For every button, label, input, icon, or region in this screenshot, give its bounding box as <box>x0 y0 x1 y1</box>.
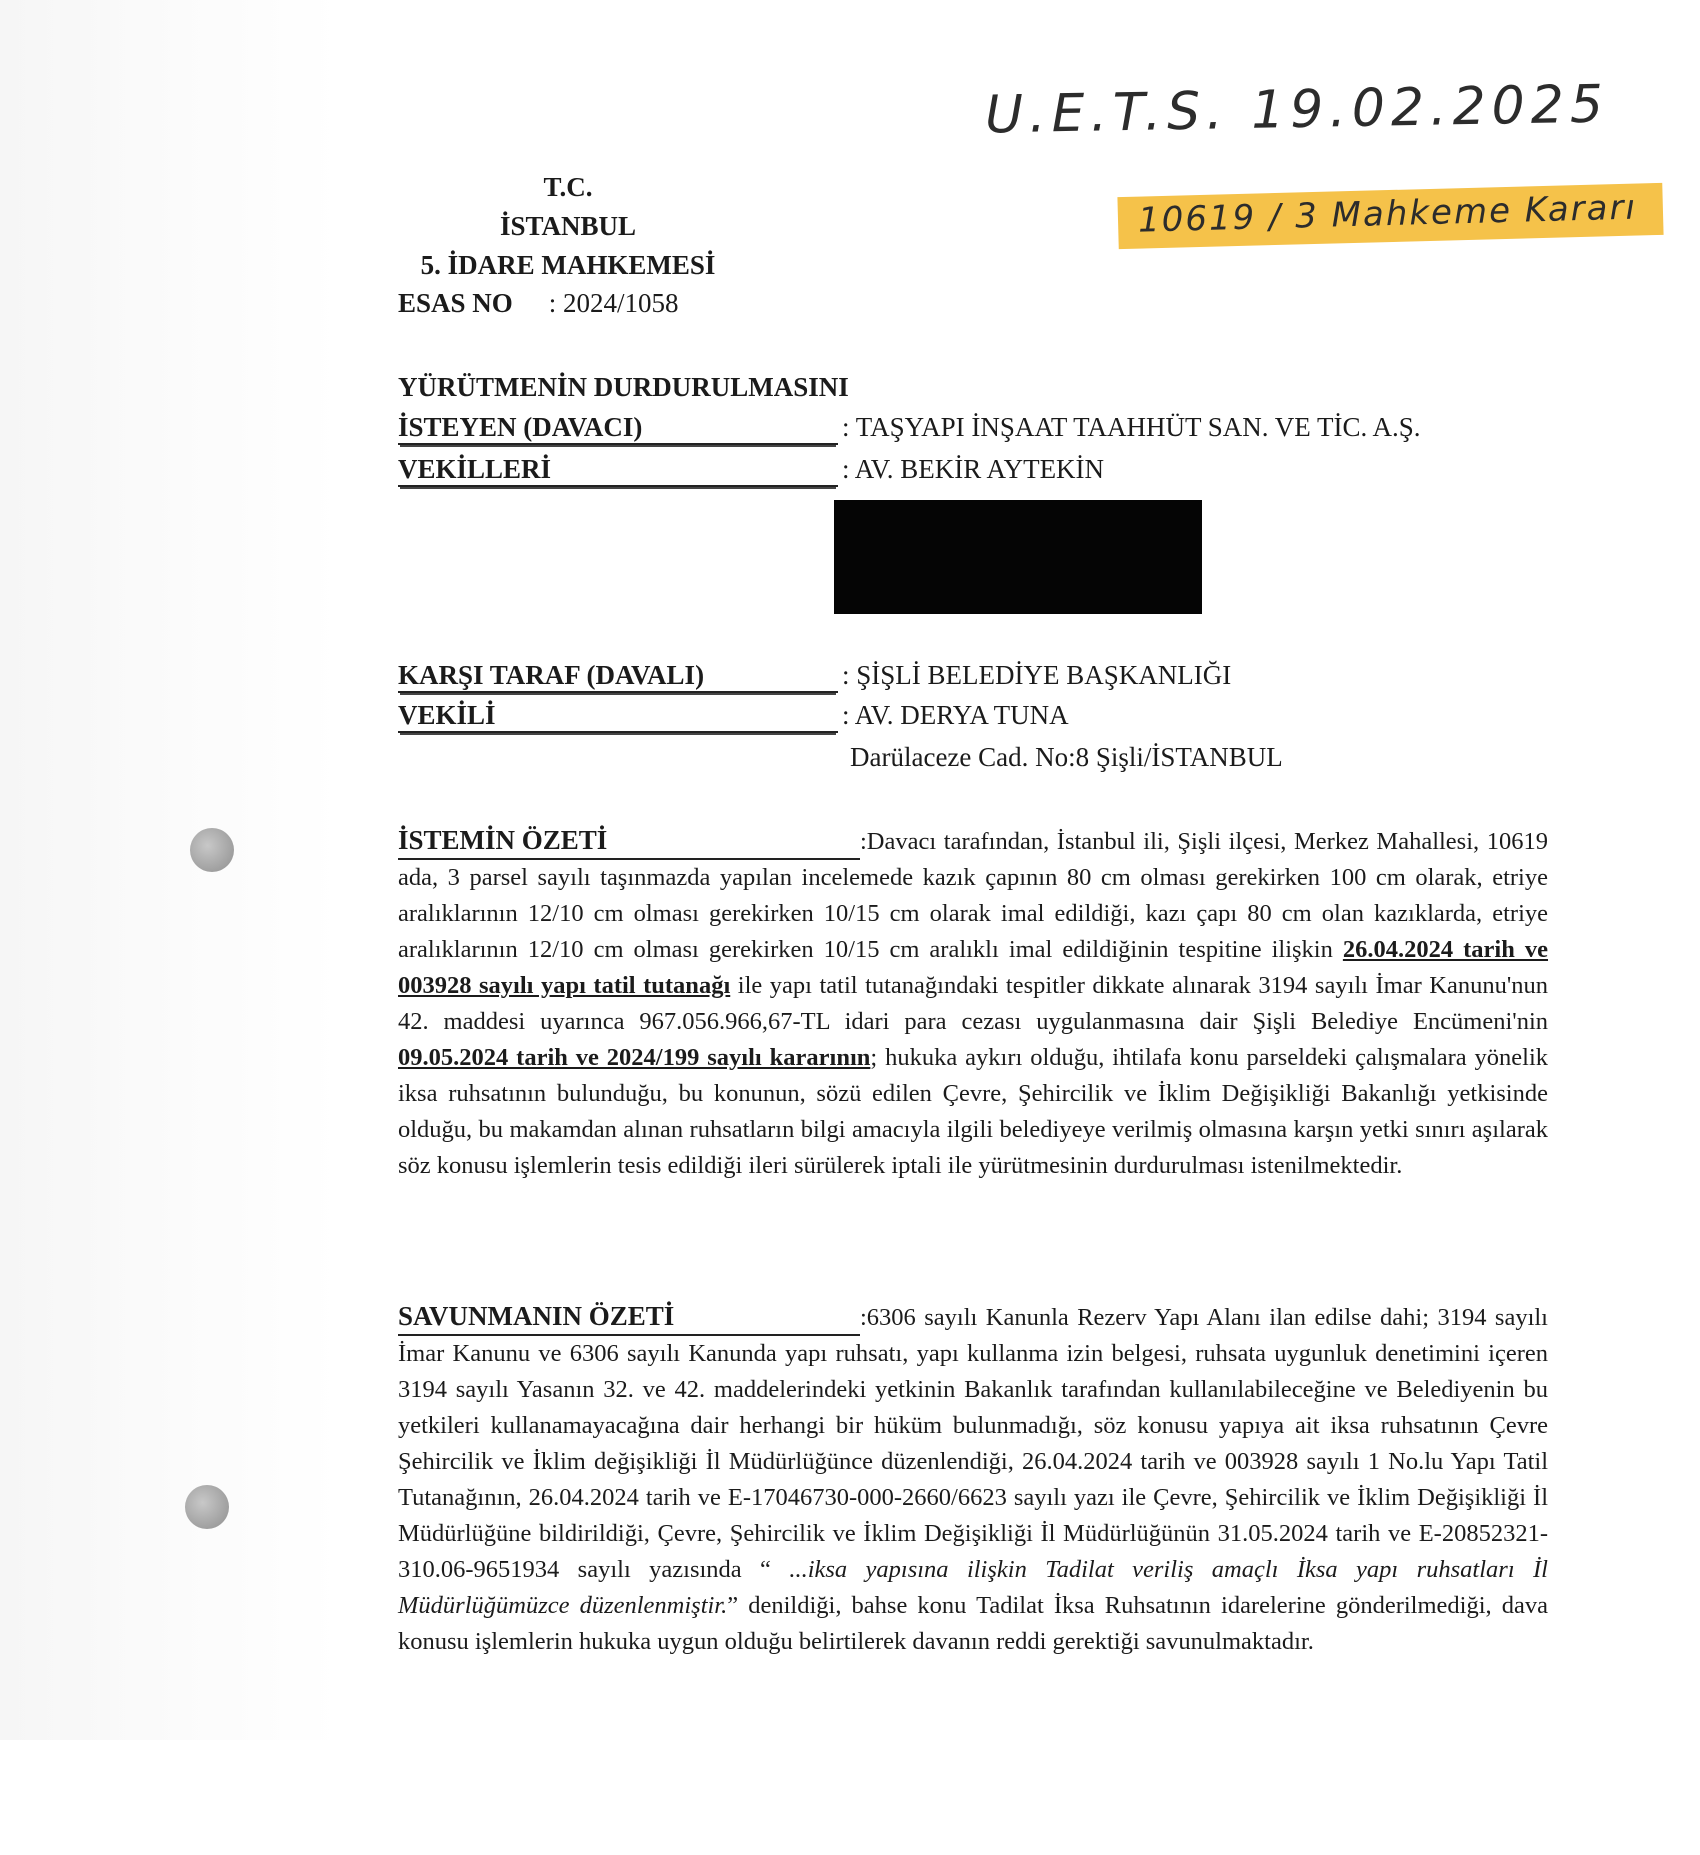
highlighted-handwritten-note: 10619 / 3 Mahkeme Kararı <box>1117 183 1663 249</box>
defense-summary-paragraph <box>398 1298 1548 1660</box>
claim-summary-heading: İSTEMİN ÖZETİ <box>398 822 860 860</box>
claim-summary-text: ile yapı tatil tutanağındaki tespitler dikkate alınarak 3194 sayılı İmar Kanunu'nun 42. maddesi uyarınca 967.056.966,67-TL idari para cezası uygulanmasına dair Şişli Belediye Encümeni'nin <box>398 972 1548 1035</box>
header-court: 5. İDARE MAHKEMESİ <box>420 250 716 280</box>
defendant-value: : ŞİŞLİ BELEDİYE BAŞKANLIĞI <box>842 660 1232 690</box>
case-number <box>398 288 679 319</box>
claim-summary-text: ; hukuka aykırı olduğu, ihtilafa konu parseldeki çalışmalara yönelik iksa ruhsatının bulunduğu, bu konunun, sözü edilen Çevre, Şehircilik ve İklim Değişikliği Bakanlığı yetkisinde olduğu, bu makamdan alınan ruhsatların bilgi amacıyla ilgili belediyeye verilmiş olmasına karşın yetki sınırı aşılarak söz konusu işlemlerin tesis edildiği ileri sürülerek iptali ile yürütmesinin durdurulması istenilmektedir. <box>398 1044 1549 1179</box>
claim-summary-emphasis: 09.05.2024 tarih ve 2024/199 sayılı kararının <box>398 1044 871 1071</box>
punch-hole <box>185 1485 229 1529</box>
claim-summary-paragraph <box>398 822 1548 1184</box>
plaintiff-label: İSTEYEN (DAVACI) <box>398 412 838 445</box>
claim-summary-emphasis: 26.04.2024 tarih ve 003928 sayılı yapı tatil tutanağı <box>398 936 1549 999</box>
case-number-label: ESAS NO <box>398 288 513 318</box>
page-bottom-margin <box>0 1740 1700 1855</box>
defense-summary-text: ” denildiği, bahse konu Tadilat İksa Ruhsatının idarelerine gönderilmediği, dava konusu işlemlerin hukuka uygun olduğu belirtilerek davanın reddi gerektiği savunulmaktadır. <box>398 1592 1548 1655</box>
defense-summary-text: :6306 sayılı Kanunla Rezerv Yapı Alanı ilan edilse dahi; 3194 sayılı İmar Kanunu ve 6306 sayılı Kanunda yapı ruhsatı, yapı kullanma izin belgesi, ruhsata uygunluk denetimini içeren 3194 sayılı Yasanın 32. ve 42. maddelerindeki yetkinin Bakanlık tarafından kullanılabileceğine ve Belediyenin bu yetkileri kullanamayacağına dair herhangi bir hüküm bulunmadığı, söz konusu yapıya ait iksa ruhsatının Çevre Şehircilik ve İklim değişikliği İl Müdürlüğünce düzenlendiği, 26.04.2024 tarih ve 003928 sayılı 1 No.lu Yapı Tatil Tutanağının, 26.04.2024 tarih ve E-17046730-000-2660/6623 sayılı yazı ile Çevre, Şehircilik ve İklim Değişikliği İl Müdürlüğüne bildirildiği, Çevre, Şehircilik ve İklim Değişikliği İl Müdürlüğünün 31.05.2024 tarih ve E-20852321-310.06-9651934 sayılı yazısında “ <box>398 1304 1548 1583</box>
claim-summary-text: :Davacı tarafından, İstanbul ili, Şişli ilçesi, Merkez Mahallesi, 10619 ada, 3 parsel sayılı taşınmazda yapılan incelemede kazık çapının 80 cm olması gerekirken 100 cm olarak, etriye aralıklarının 12/10 cm olması gerekirken 10/15 cm olarak imal edildiği, kazı çapı 80 cm olan kazıklarda, etriye aralıklarının 12/10 cm olması gerekirken 10/15 cm aralıklı imal edildiğinin tespitine ilişkin <box>398 828 1548 963</box>
plaintiff-value: : TAŞYAPI İNŞAAT TAAHHÜT SAN. VE TİC. A.Ş. <box>842 412 1421 442</box>
defendant-address: Darülaceze Cad. No:8 Şişli/İSTANBUL <box>850 742 1283 772</box>
handwritten-date: U.E.T.S. 19.02.2025 <box>984 74 1610 146</box>
defendant-attorney-row <box>398 700 1069 733</box>
request-title: YÜRÜTMENİN DURDURULMASINI <box>398 372 849 402</box>
case-number-value: : 2024/1058 <box>548 288 679 318</box>
redaction-block <box>834 500 1202 614</box>
header-city: İSTANBUL <box>499 211 637 241</box>
defense-summary-heading: SAVUNMANIN ÖZETİ <box>398 1298 860 1336</box>
plaintiff-attorneys-label: VEKİLLERİ <box>398 454 838 487</box>
punch-hole <box>190 828 234 872</box>
defendant-attorney-label: VEKİLİ <box>398 700 838 733</box>
plaintiff-attorneys-row <box>398 454 1104 487</box>
header-tc: T.C. <box>543 172 593 202</box>
defense-summary-quote: ...iksa yapısına ilişkin Tadilat veriliş amaçlı İksa yapı ruhsatları İl Müdürlüğümüzce düzenlenmiştir. <box>398 1556 1548 1619</box>
defendant-row <box>398 660 1231 693</box>
defendant-label: KARŞI TARAF (DAVALI) <box>398 660 838 693</box>
plaintiff-attorneys-value: : AV. BEKİR AYTEKİN <box>842 454 1105 484</box>
court-header <box>398 168 738 285</box>
defendant-attorney-value: : AV. DERYA TUNA <box>842 700 1069 730</box>
plaintiff-row <box>398 412 1421 445</box>
